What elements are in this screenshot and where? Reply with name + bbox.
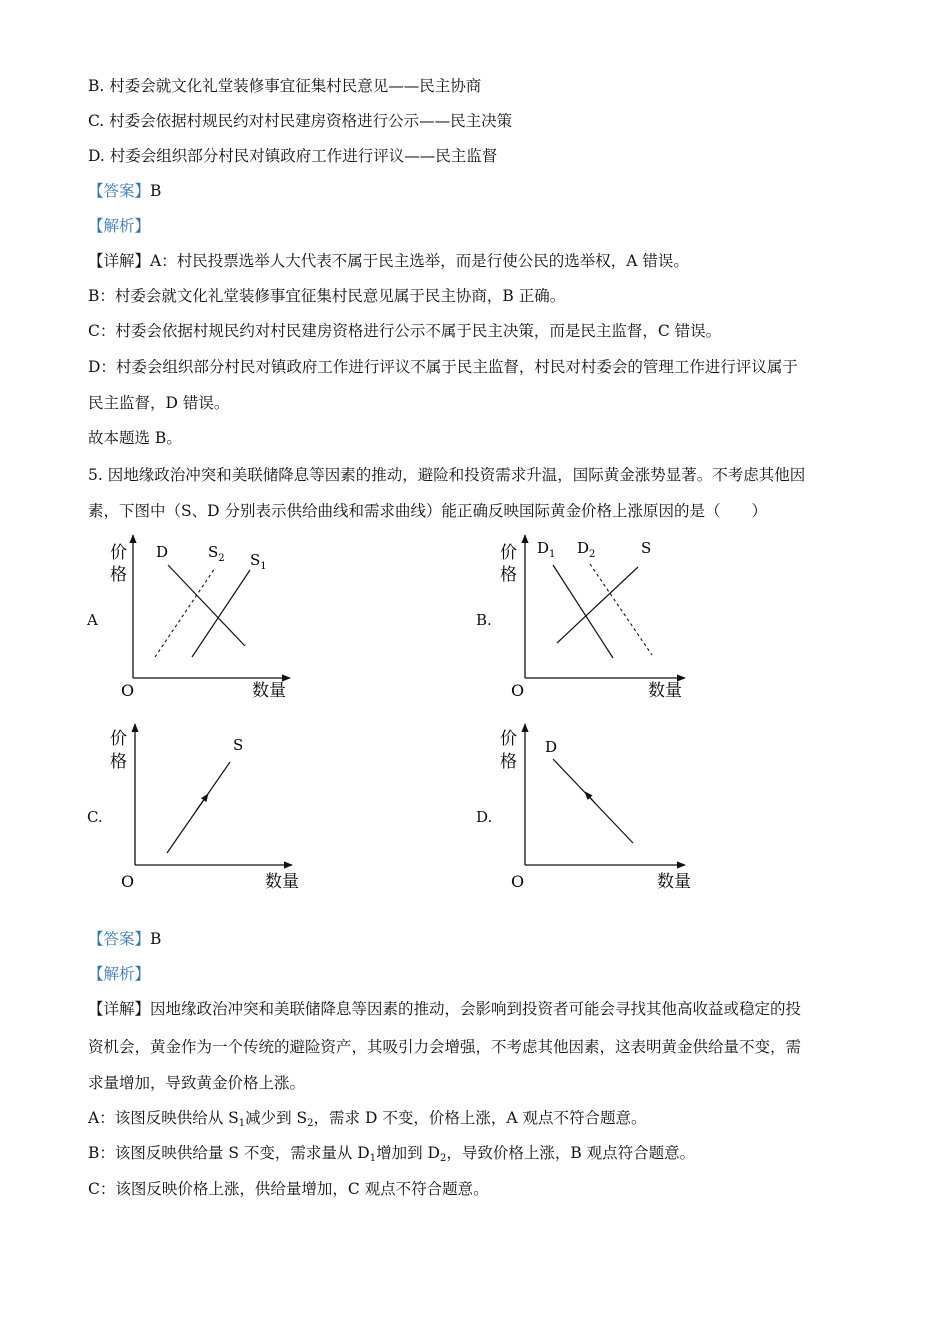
detail-a [88,251,689,271]
axis-quantity: 数量 [648,681,682,701]
label-s2: $S_2$ [208,543,225,564]
graph-b [495,530,695,705]
detail-d-line2: 民主监督，D 错误。 [88,394,230,412]
q5-detail-line2: 资机会，黄金作为一个传统的避险资产，其吸引力会增强，不考虑其他因素，这表明黄金供给量不变，需 [88,1038,802,1056]
label-s: S [233,736,244,754]
q5-detail-b: B：该图反映供给量 S 不变，需求量从 $D_1$增加到 $D_2$，导致价格上涨，B 观点符合题意。 [88,1144,696,1164]
axis-quantity: 数量 [252,681,286,701]
q5-stem-line1: 5. 因地缘政治冲突和美联储降息等因素的推动，避险和投资需求升温，国际黄金涨势显著。不考虑其他因 [88,466,806,484]
label-d: D [156,543,169,561]
detail-d-line1: D：村委会组织部分村民对镇政府工作进行评议不属于民主监督，村民对村委会的管理工作进行评议属于 [88,358,798,376]
direction-arrow [585,792,595,803]
axis-price-2: 格 [110,752,127,772]
graph-c [100,722,300,897]
q5-answer-value: B [150,930,162,948]
axis-origin: O [121,872,135,891]
axis-price-1: 价 [500,729,517,749]
q5-detail-text1: 因地缘政治冲突和美联储降息等因素的推动，会影响到投资者可能会寻找其他高收益或稳定的投 [150,1000,802,1018]
q5-answer-tag: 【答案】 [88,930,151,948]
supply-curve-s [557,567,638,643]
conclusion: 故本题选 B。 [88,429,182,447]
axis-price-2: 格 [500,752,517,772]
label-s: S [641,539,652,557]
detail-b: B：村委会就文化礼堂装修事宜征集村民意见属于民主协商，B 正确。 [88,287,566,305]
label-d2: $D_2$ [577,539,596,560]
option-d: D. 村委会组织部分村民对镇政府工作进行评议——民主监督 [88,147,498,165]
axis-price-1: 价 [110,543,127,563]
q5-detail-line3: 求量增加，导致黄金价格上涨。 [88,1074,306,1092]
option-c: C. 村委会依据村规民约对村民建房资格进行公示——民主决策 [88,112,513,130]
axis-price-2: 格 [500,565,517,585]
axis-origin: O [511,681,525,700]
axis-price-1: 价 [500,543,517,563]
axis-origin: O [121,681,135,700]
graph-d-label: D. [476,808,493,826]
supply-curve-s1 [192,570,250,657]
option-b: B. 村委会就文化礼堂装修事宜征集村民意见——民主协商 [88,77,482,95]
supply-curve-s2 [155,568,215,657]
answer-value: B [150,182,162,200]
label-d: D [545,738,558,756]
label-d1: $D_1$ [537,539,556,560]
q5-detail-line1 [88,999,801,1019]
demand-curve-d1 [553,565,613,658]
graph-b-label: B. [476,611,492,629]
q5-detail-tag: 【详解】 [88,1000,151,1018]
axis-quantity: 数量 [265,872,299,892]
graph-c-label: C. [87,808,103,826]
axis-price-1: 价 [110,729,127,749]
direction-arrow [196,794,208,811]
graph-a [100,530,300,705]
answer-tag: 【答案】 [88,182,151,200]
axis-price-2: 格 [110,565,127,585]
answer-row [88,181,161,201]
detail-tag: 【详解】 [88,252,151,270]
graph-d [495,722,695,897]
q5-stem-line2: 素，下图中（S、D 分别表示供给曲线和需求曲线）能正确反映国际黄金价格上涨原因的是（ ） [88,502,767,520]
q5-analysis-tag: 【解析】 [88,965,151,983]
axis-quantity: 数量 [657,872,691,892]
q5-detail-c: C：该图反映价格上涨，供给量增加，C 观点不符合题意。 [88,1180,489,1198]
analysis-tag: 【解析】 [88,217,151,235]
detail-c: C：村委会依据村规民约对村民建房资格进行公示不属于民主决策，而是民主监督，C 错误。 [88,322,722,340]
axis-origin: O [511,872,525,891]
q5-answer-row [88,929,161,949]
label-s1: $S_1$ [250,551,267,572]
demand-curve-d [168,565,245,646]
demand-curve-d2 [590,564,652,655]
detail-a-text: A：村民投票选举人大代表不属于民主选举，而是行使公民的选举权，A 错误。 [150,252,689,270]
graph-a-label: A [87,611,98,629]
q5-detail-a: A：该图反映供给从 $S_1$减少到 $S_2$，需求 D 不变，价格上涨，A 观点不符合题意。 [88,1109,647,1129]
